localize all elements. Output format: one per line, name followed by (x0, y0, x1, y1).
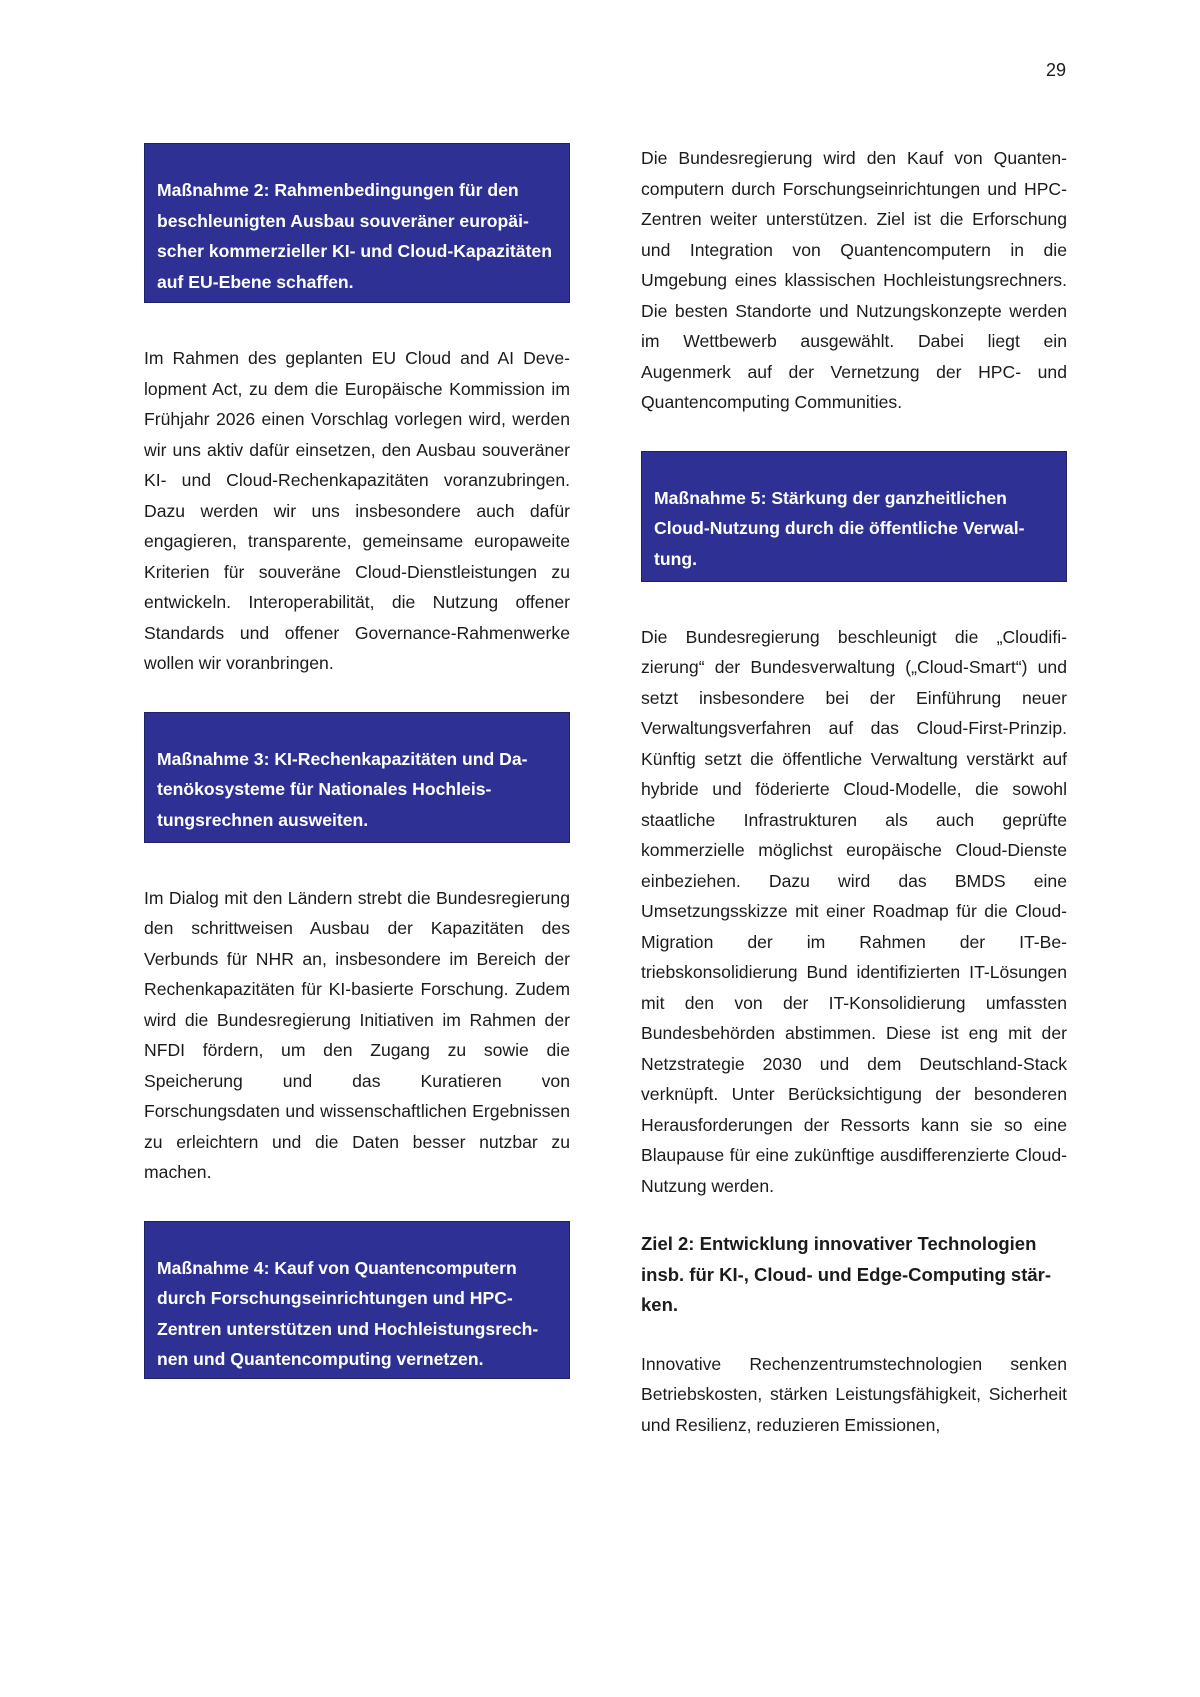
page-number: 29 (1045, 60, 1066, 80)
measure-2-box (144, 143, 570, 303)
measure-3-title: Maßnahme 3: KI-Rechenkapazitäten und Datenökosysteme für Nationales Hochleistungsrechnen ausweiten. (157, 748, 528, 830)
measure-5-box (641, 451, 1067, 582)
paragraph-eu-cloud-act: Im Rahmen des geplanten EU Cloud and AI Development Act, zu dem die Europäische Kommission im Frühjahr 2026 einen Vorschlag vorlegen wird, werden wir uns aktiv dafür einsetzen, den Ausbau souveräner KI- und Cloud-Rechenkapazitäten voranzubringen. Dazu werden wir uns insbesondere auch dafür engagieren, transparente, gemeinsame europaweite Kriterien für souveräne Cloud-Dienstleistungen zu entwickeln. Interoperabilität, die Nutzung offener Standards und offener Governance-Rahmenwerke wollen wir voranbringen. (144, 348, 570, 673)
right-column (641, 143, 1067, 1440)
measure-4-title: Maßnahme 4: Kauf von Quantencomputern durch Forschungseinrichtungen und HPC-Zentren unterstützen und Hochleistungsrechnen und Quantencomputing vernetzen. (157, 1257, 539, 1369)
paragraph-innovative-tech: Innovative Rechenzentrumstechnologien senken Betriebskosten, stärken Leistungsfähigkeit, Sicherheit und Resilienz, reduzieren Emissionen, (641, 1353, 1067, 1435)
measure-5-title: Maßnahme 5: Stärkung der ganzheitlichen Cloud-Nutzung durch die öffentliche Verwaltung. (654, 487, 1025, 569)
paragraph-nhr: Im Dialog mit den Ländern strebt die Bundesregierung den schrittweisen Ausbau der Kapazitäten des Verbunds für NHR an, insbesondere im Bereich der Rechenkapazitäten für KI-basierte Forschung. Zudem wird die Bundesregierung Initiativen im Rahmen der NFDI fördern, um den Zugang zu sowie die Speicherung und das Kuratieren von Forschungsdaten und wissenschaftlichen Ergebnissen zu erleichtern und die Daten besser nutzbar zu machen. (144, 887, 570, 1182)
measure-4-box (144, 1221, 570, 1379)
measure-3-box (144, 712, 570, 843)
paragraph-quantum: Die Bundesregierung wird den Kauf von Quantencomputern durch Forschungseinrichtungen und HPC-Zentren weiter unterstützen. Ziel ist die Erforschung und Integration von Quantencomputern in die Umgebung eines klassischen Hochleistungsrechners. Die besten Standorte und Nutzungskonzepte werden im Wettbewerb ausgewählt. Dabei liegt ein Augenmerk auf der Vernetzung der HPC- und Quantencomputing Communities. (641, 148, 1067, 412)
measure-2-title: Maßnahme 2: Rahmenbedingungen für den beschleunigten Ausbau souveräner europäischer kommerzieller KI- und Cloud-Kapazitäten auf EU-Ebene schaffen. (157, 180, 552, 292)
paragraph-cloud-smart: Die Bundesregierung beschleunigt die „Cloudifizierung“ der Bundesverwaltung („Cloud-Smart“) und setzt insbesondere bei der Einführung neuer Verwaltungsverfahren auf das Cloud-First-Prinzip. Künftig setzt die öffentliche Verwaltung verstärkt auf hybride und föderierte Cloud-Modelle, die sowohl staatliche Infrastrukturen als auch geprüfte kommerzielle möglichst europäische Cloud-Dienste einbeziehen. Dazu wird das BMDS eine Umsetzungsskizze mit einer Roadmap für die Cloud-Migration der im Rahmen der IT-Betriebskonsolidierung Bund identifizierten IT-Lösungen mit den von der IT-Konsolidierung umfassten Bundesbehörden abstimmen. Diese ist eng mit der Netzstrategie 2030 und dem Deutschland-Stack verknüpft. Unter Berücksichtigung der besonderen Herausforderungen der Ressorts kann sie so eine Blaupause für eine zukünftige ausdifferenzierte Cloud-Nutzung werden. (641, 626, 1067, 1196)
goal-2-heading: Ziel 2: Entwicklung innovativer Technologien insb. für KI-, Cloud- und Edge-Computing stärken. (641, 1233, 1052, 1315)
left-column (144, 143, 570, 1379)
